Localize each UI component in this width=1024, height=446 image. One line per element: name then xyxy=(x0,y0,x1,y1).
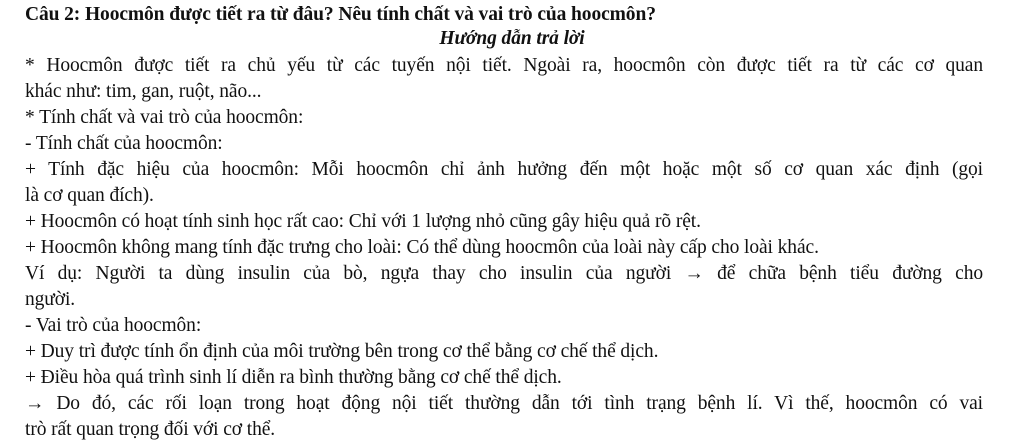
answer-guide-heading: Hướng dẫn trả lời xyxy=(439,28,585,49)
paragraph-line: là cơ quan đích). xyxy=(25,185,154,206)
paragraph-line: khác như: tim, gan, ruột, não... xyxy=(25,81,262,102)
paragraph-line: + Hoocmôn không mang tính đặc trưng cho loài: Có thể dùng hoocmôn của loài này cấp cho loài khác. xyxy=(25,237,819,258)
paragraph-line: → Do đó, các rối loạn trong hoạt động nội tiết thường dẫn tới tình trạng bệnh lí. Vì thế, hoocmôn có vai xyxy=(25,393,983,414)
paragraph-line: + Điều hòa quá trình sinh lí diễn ra bình thường bằng cơ chế thể dịch. xyxy=(25,367,562,388)
paragraph-line: + Duy trì được tính ổn định của môi trường bên trong cơ thể bằng cơ chế thể dịch. xyxy=(25,341,659,362)
paragraph-line: * Tính chất và vai trò của hoocmôn: xyxy=(25,107,304,128)
paragraph-line: - Tính chất của hoocmôn: xyxy=(25,133,223,154)
paragraph-line: trò rất quan trọng đối với cơ thể. xyxy=(25,419,276,440)
paragraph-line: Ví dụ: Người ta dùng insulin của bò, ngựa thay cho insulin của người → để chữa bệnh tiểu đường cho xyxy=(25,263,983,284)
paragraph-line: * Hoocmôn được tiết ra chủ yếu từ các tuyến nội tiết. Ngoài ra, hoocmôn còn được tiết ra từ các cơ quan xyxy=(25,55,983,76)
question-title: Câu 2: Hoocmôn được tiết ra từ đâu? Nêu tính chất và vai trò của hoocmôn? xyxy=(25,4,656,25)
paragraph-line: + Tính đặc hiệu của hoocmôn: Mỗi hoocmôn chỉ ảnh hưởng đến một hoặc một số cơ quan xác định (gọi xyxy=(25,159,983,180)
paragraph-line: + Hoocmôn có hoạt tính sinh học rất cao: Chỉ với 1 lượng nhỏ cũng gây hiệu quả rõ rệt. xyxy=(25,211,701,232)
paragraph-line: người. xyxy=(25,289,76,310)
paragraph-line: - Vai trò của hoocmôn: xyxy=(25,315,202,336)
